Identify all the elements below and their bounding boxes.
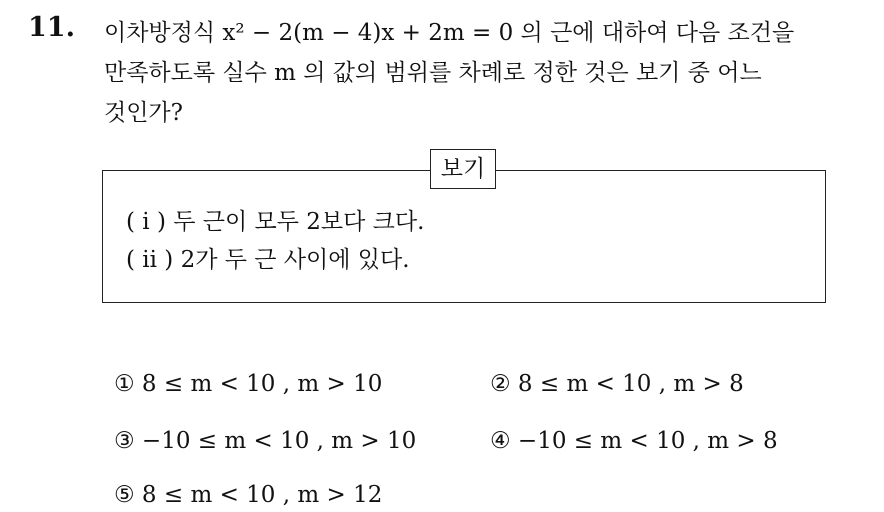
- choice-2[interactable]: ② 8 ≤ m < 10 , m > 8: [490, 371, 744, 397]
- choice-3[interactable]: ③ −10 ≤ m < 10 , m > 10: [114, 428, 417, 454]
- bogi-box: [102, 170, 826, 303]
- choice-4[interactable]: ④ −10 ≤ m < 10 , m > 8: [490, 428, 778, 454]
- condition-2: ( ii ) 2가 두 근 사이에 있다.: [126, 247, 410, 273]
- choice-1[interactable]: ① 8 ≤ m < 10 , m > 10: [114, 371, 383, 397]
- question-line-1: 이차방정식 x² − 2(m − 4)x + 2m = 0 의 근에 대하여 다음 조건을: [104, 20, 795, 46]
- choice-5[interactable]: ⑤ 8 ≤ m < 10 , m > 12: [114, 482, 383, 508]
- condition-1: ( i ) 두 근이 모두 2보다 크다.: [126, 209, 425, 235]
- question-line-2: 만족하도록 실수 m 의 값의 범위를 차례로 정한 것은 보기 중 어느: [104, 60, 762, 86]
- bogi-title: 보기: [430, 149, 496, 189]
- question-number: 11.: [28, 12, 75, 43]
- question-line-3: 것인가?: [104, 100, 183, 126]
